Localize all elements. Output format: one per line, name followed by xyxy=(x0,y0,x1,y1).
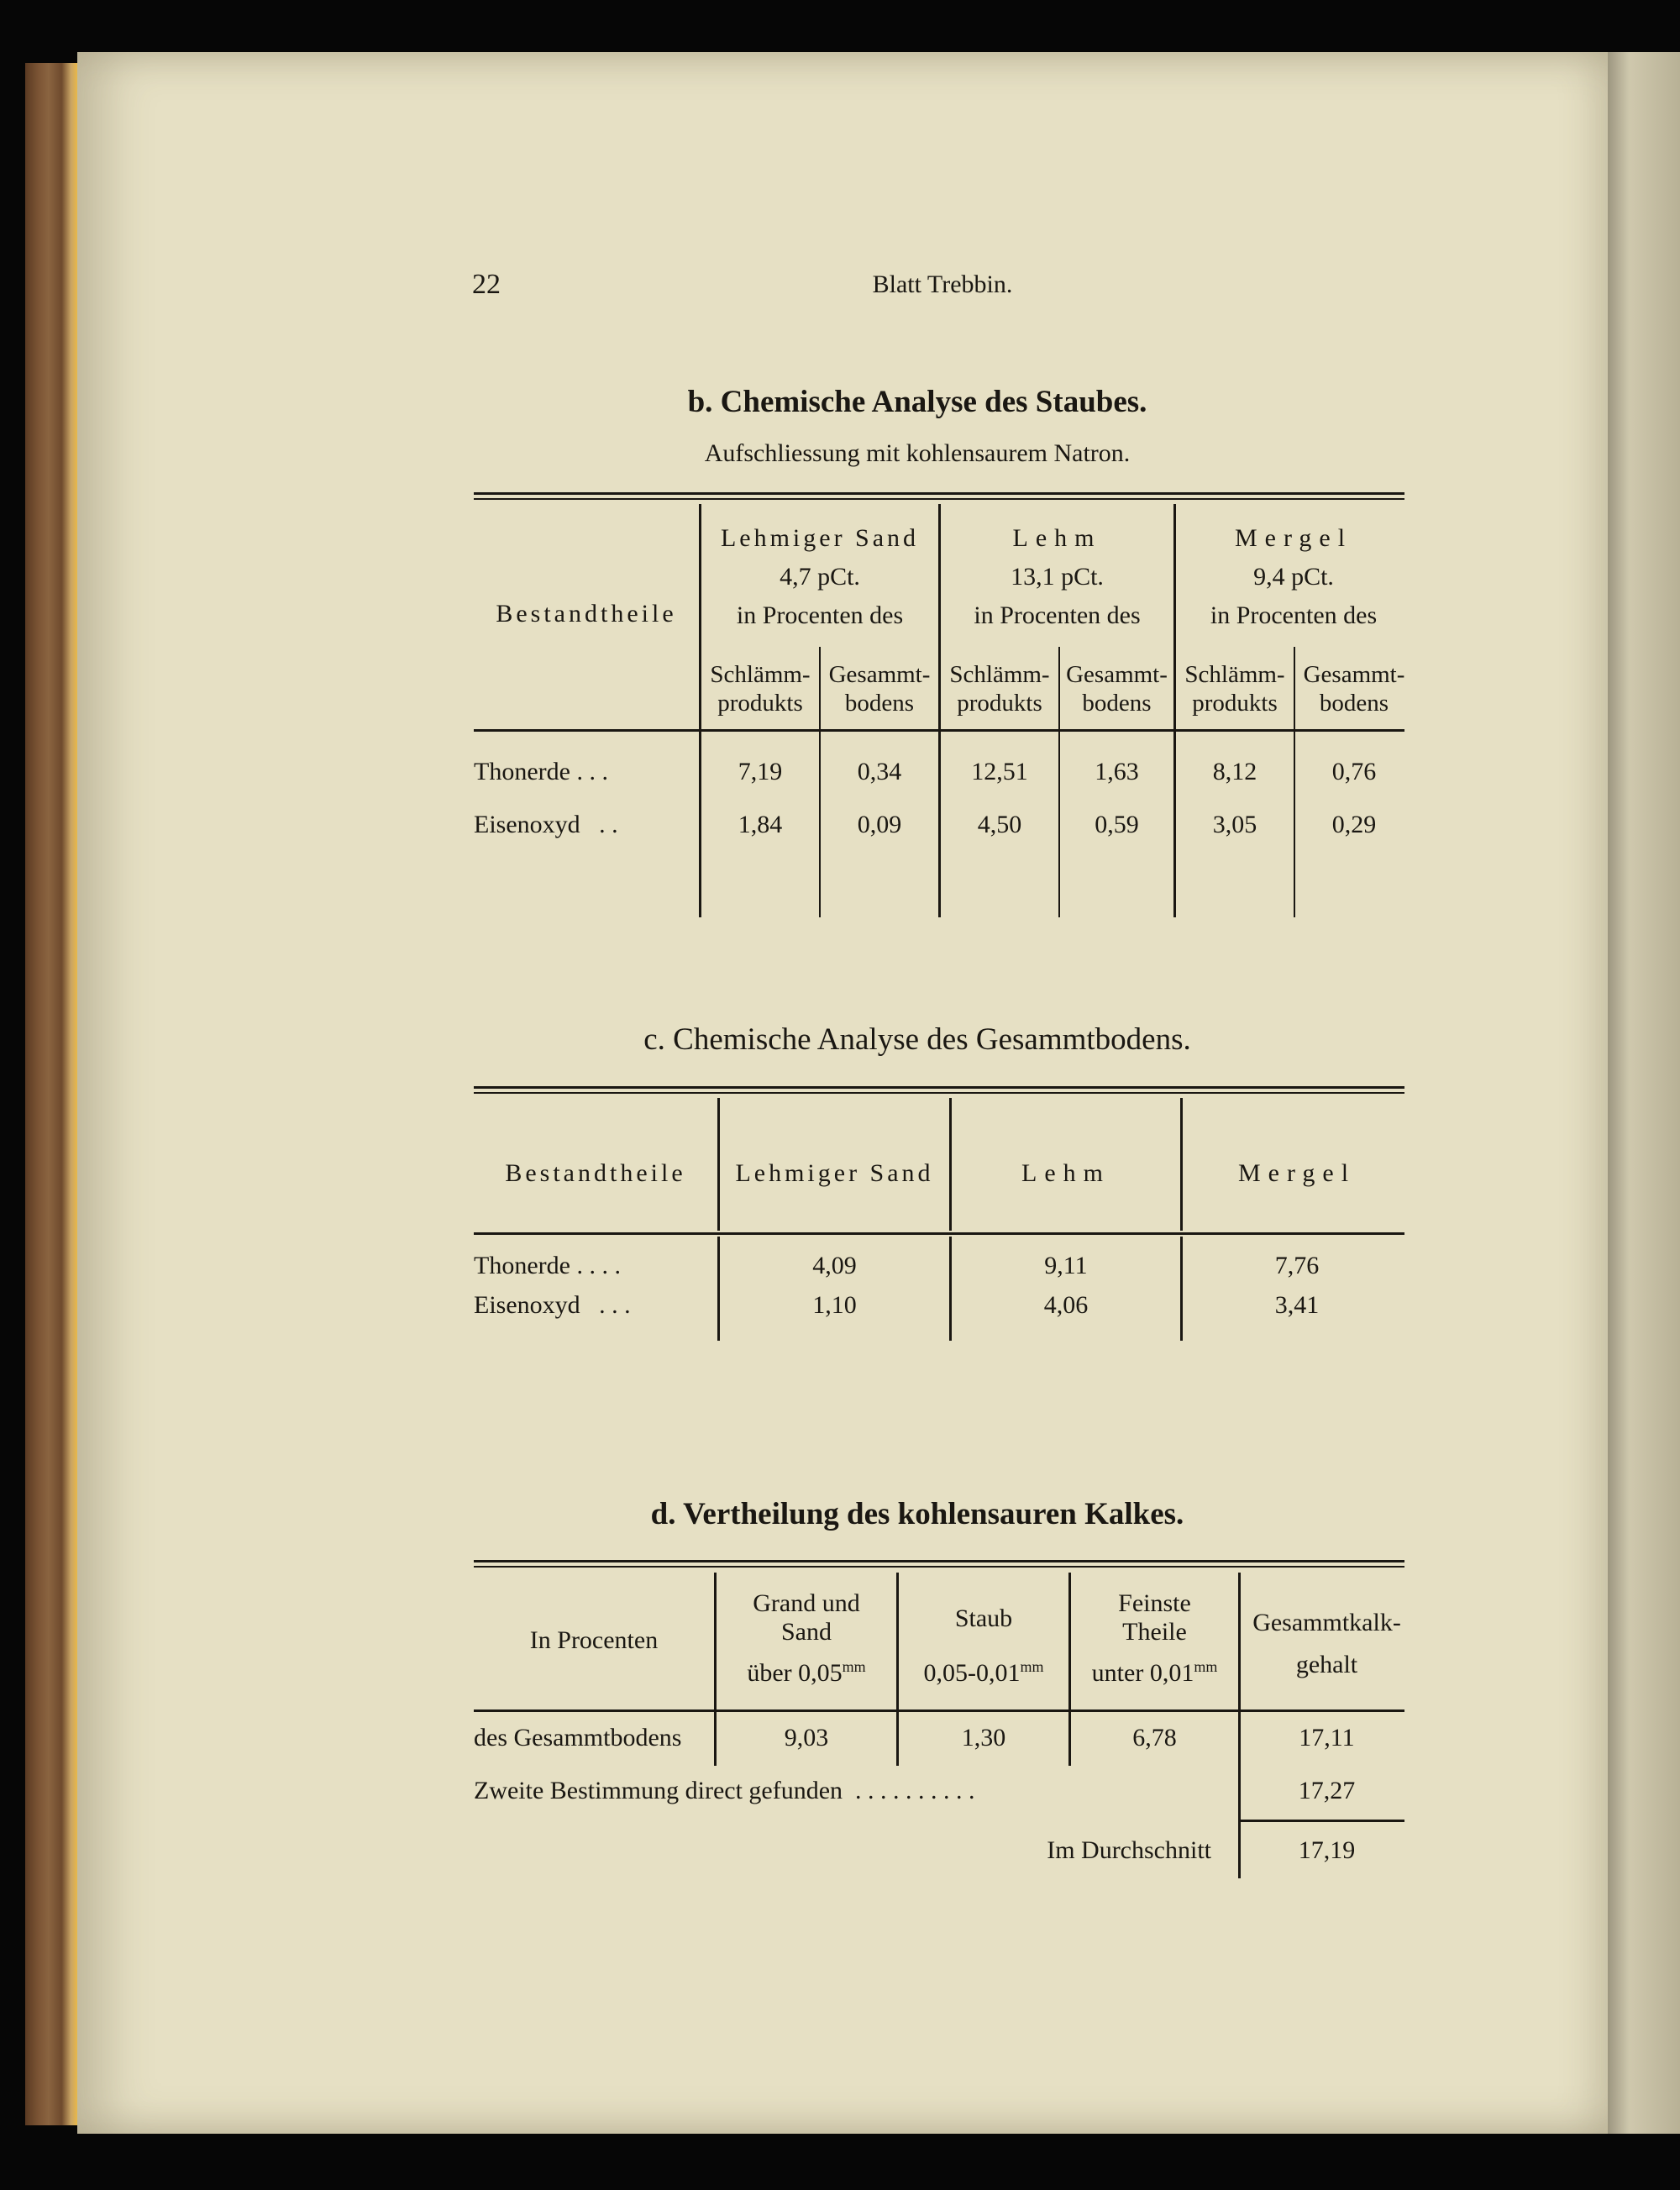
table-b-group-basis: in Procenten des xyxy=(974,601,1141,629)
table-c-row-label xyxy=(474,1252,621,1280)
table-c-top-rule xyxy=(474,1086,1404,1089)
row-label-text: Thonerde xyxy=(474,1252,570,1279)
table-b-cell: 0,09 xyxy=(857,811,902,838)
table-d-row1-label: des Gesammtbodens xyxy=(474,1724,682,1751)
header-line: Grand und xyxy=(753,1589,860,1617)
table-d-top-rule xyxy=(474,1560,1404,1562)
unit-mm: mm xyxy=(1020,1658,1044,1675)
subheader-line: Schlämm- xyxy=(1184,661,1285,688)
table-b-row-label xyxy=(474,811,618,839)
table-c-cell: 4,06 xyxy=(1043,1291,1089,1319)
section-d-title: d. Vertheilung des kohlensauren Kalkes. xyxy=(650,1497,1184,1531)
unit-mm: mm xyxy=(842,1658,866,1675)
header-line: Feinste xyxy=(1118,1589,1191,1617)
table-b-subheader xyxy=(941,660,1058,717)
table-d-cell: 9,03 xyxy=(784,1724,829,1751)
table-c-header: Mergel xyxy=(1237,1159,1357,1187)
row-label-text: Thonerde xyxy=(474,758,570,785)
table-b-cell: 8,12 xyxy=(1212,758,1257,785)
table-d-sum-rule xyxy=(1238,1820,1404,1822)
table-b-group-basis: in Procenten des xyxy=(1210,601,1378,629)
table-d-cell: 17,19 xyxy=(1298,1836,1356,1864)
table-d-cell: 1,30 xyxy=(961,1724,1006,1751)
table-b-top-rule-2 xyxy=(474,498,1404,500)
section-c-title: c. Chemische Analyse des Gesammtbodens. xyxy=(643,1022,1191,1057)
adjacent-page-edge xyxy=(1608,52,1680,2134)
header-line: Gesammtkalk- xyxy=(1252,1609,1401,1636)
header-line: Theile xyxy=(1122,1618,1187,1646)
table-b-header-rule xyxy=(474,729,1404,732)
table-b-group-pct: 13,1 pCt. xyxy=(1011,563,1104,591)
table-c-cell: 7,76 xyxy=(1274,1252,1320,1279)
table-c-header-rule xyxy=(474,1232,1404,1235)
page xyxy=(77,52,1608,2134)
subheader-line: Gesammt- xyxy=(1066,661,1168,688)
table-c-header: Lehm xyxy=(1021,1159,1110,1187)
table-b-cell: 3,05 xyxy=(1212,811,1257,838)
table-b-subheader xyxy=(821,660,938,717)
table-b-group-name: Lehmiger Sand xyxy=(720,524,920,552)
table-b-cell: 7,19 xyxy=(738,758,783,785)
page-number: 22 xyxy=(472,269,501,300)
table-b-cell: 0,76 xyxy=(1331,758,1377,785)
table-d-cell: 17,11 xyxy=(1299,1724,1355,1751)
subheader-line: bodens xyxy=(844,690,915,717)
table-d-header-col1-range xyxy=(717,1658,896,1688)
header-range: 0,05-0,01 xyxy=(923,1659,1021,1687)
subheader-line: Schlämm- xyxy=(949,661,1050,688)
section-b-title: b. Chemische Analyse des Staubes. xyxy=(687,385,1147,419)
subheader-line: Gesammt- xyxy=(1303,661,1405,688)
table-b-top-rule xyxy=(474,492,1404,495)
table-c-row-label xyxy=(474,1291,631,1320)
subheader-line: produkts xyxy=(1192,690,1278,717)
table-b-group-basis: in Procenten des xyxy=(736,601,904,629)
table-b-group-pct: 4,7 pCt. xyxy=(780,563,860,591)
row-label-text: Zweite Bestimmung direct gefunden xyxy=(474,1777,843,1804)
table-d-divider xyxy=(896,1573,899,1711)
table-d-header-col3-range xyxy=(1071,1658,1238,1688)
unit-mm: mm xyxy=(1194,1658,1218,1675)
table-b-cell: 0,34 xyxy=(857,758,902,785)
table-b-cell: 1,63 xyxy=(1095,758,1139,785)
leader-dots: . . . . . . . . . . xyxy=(855,1777,975,1804)
table-b-group-pct: 9,4 pCt. xyxy=(1253,563,1334,591)
header-line: gehalt xyxy=(1295,1651,1358,1678)
table-c-cell: 9,11 xyxy=(1044,1252,1088,1279)
leader-dots: . . . . xyxy=(576,1252,621,1279)
table-c-cell: 4,09 xyxy=(812,1252,857,1279)
leader-dots: . . xyxy=(599,811,618,838)
table-d-header-col4 xyxy=(1241,1602,1413,1686)
table-b-group-name: Mergel xyxy=(1234,524,1353,552)
table-b-group-name: Lehm xyxy=(1012,524,1102,552)
leader-dots: . . . xyxy=(576,758,608,785)
table-d-header-col2: Staub xyxy=(954,1604,1013,1632)
table-b-subheader xyxy=(1176,660,1294,717)
running-title: Blatt Trebbin. xyxy=(872,270,1013,298)
table-d-cell: 6,78 xyxy=(1132,1724,1177,1751)
subheader-line: bodens xyxy=(1319,690,1389,717)
table-d-header-col2-range xyxy=(899,1658,1068,1688)
subheader-line: produkts xyxy=(957,690,1042,717)
section-b-subtitle: Aufschliessung mit kohlensaurem Natron. xyxy=(704,439,1131,467)
table-d-header-rule xyxy=(474,1709,1404,1712)
header-range: über 0,05 xyxy=(747,1659,843,1687)
table-d-row3-label: Im Durchschnitt xyxy=(1047,1836,1211,1864)
table-b-col-label: Bestandtheile xyxy=(496,600,677,628)
leader-dots: . . . xyxy=(599,1291,631,1319)
table-d-header-col1 xyxy=(717,1589,896,1646)
subheader-line: Gesammt- xyxy=(828,661,931,688)
row-label-text: Eisenoxyd xyxy=(474,1291,580,1319)
table-b-cell: 4,50 xyxy=(977,811,1022,838)
book-spine-edge xyxy=(25,63,77,2125)
table-c-cell: 3,41 xyxy=(1274,1291,1320,1319)
table-d-cell: 17,27 xyxy=(1298,1777,1356,1804)
table-c-cell: 1,10 xyxy=(812,1291,857,1319)
subheader-line: bodens xyxy=(1082,690,1152,717)
table-b-row-label xyxy=(474,758,608,786)
table-b-subheader xyxy=(701,660,819,717)
table-c-header: Lehmiger Sand xyxy=(735,1159,934,1187)
table-b-subheader xyxy=(1295,660,1413,717)
table-b-cell: 12,51 xyxy=(971,758,1028,785)
table-d-top-rule-2 xyxy=(474,1566,1404,1568)
header-line: Sand xyxy=(781,1618,832,1646)
row-label-text: Eisenoxyd xyxy=(474,811,580,838)
table-b-cell: 0,59 xyxy=(1095,811,1139,838)
table-b-subheader xyxy=(1060,660,1173,717)
subheader-line: produkts xyxy=(717,690,803,717)
table-d-row2-label xyxy=(474,1777,975,1805)
table-c-header: Bestandtheile xyxy=(505,1159,686,1187)
table-d-header-col3 xyxy=(1071,1589,1238,1646)
table-b-cell: 1,84 xyxy=(738,811,783,838)
table-d-header-col0: In Procenten xyxy=(529,1626,659,1654)
subheader-line: Schlämm- xyxy=(710,661,811,688)
table-b-cell: 0,29 xyxy=(1331,811,1377,838)
table-c-top-rule-2 xyxy=(474,1092,1404,1094)
header-range: unter 0,01 xyxy=(1091,1659,1194,1687)
